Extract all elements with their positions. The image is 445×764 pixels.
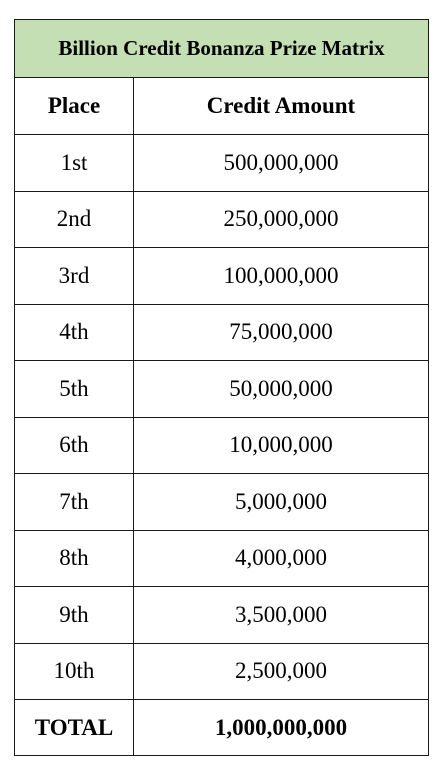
table-row: [15, 361, 429, 418]
total-row: [15, 700, 429, 756]
table-row: [15, 643, 429, 700]
place-cell: 3rd: [15, 248, 134, 305]
place-cell: 6th: [15, 417, 134, 474]
amount-cell: 5,000,000: [134, 474, 429, 531]
table-row: [15, 587, 429, 644]
table-row: [15, 474, 429, 531]
total-label: TOTAL: [15, 700, 134, 756]
table-row: [15, 304, 429, 361]
place-cell: 10th: [15, 643, 134, 700]
prize-matrix-table: [14, 19, 429, 756]
place-cell: 1st: [15, 135, 134, 192]
amount-cell: 500,000,000: [134, 135, 429, 192]
place-cell: 4th: [15, 304, 134, 361]
place-cell: 5th: [15, 361, 134, 418]
column-header-place: Place: [15, 78, 134, 135]
place-cell: 8th: [15, 530, 134, 587]
table-title: Billion Credit Bonanza Prize Matrix: [15, 20, 429, 78]
table-row: [15, 417, 429, 474]
amount-cell: 50,000,000: [134, 361, 429, 418]
table-row: [15, 530, 429, 587]
table-row: [15, 191, 429, 248]
table-row: [15, 248, 429, 305]
place-cell: 7th: [15, 474, 134, 531]
amount-cell: 10,000,000: [134, 417, 429, 474]
column-header-credit-amount: Credit Amount: [134, 78, 429, 135]
amount-cell: 75,000,000: [134, 304, 429, 361]
place-cell: 9th: [15, 587, 134, 644]
amount-cell: 4,000,000: [134, 530, 429, 587]
table-row: [15, 135, 429, 192]
total-amount: 1,000,000,000: [134, 700, 429, 756]
amount-cell: 250,000,000: [134, 191, 429, 248]
amount-cell: 100,000,000: [134, 248, 429, 305]
title-row: [15, 20, 429, 78]
amount-cell: 3,500,000: [134, 587, 429, 644]
place-cell: 2nd: [15, 191, 134, 248]
amount-cell: 2,500,000: [134, 643, 429, 700]
header-row: [15, 78, 429, 135]
